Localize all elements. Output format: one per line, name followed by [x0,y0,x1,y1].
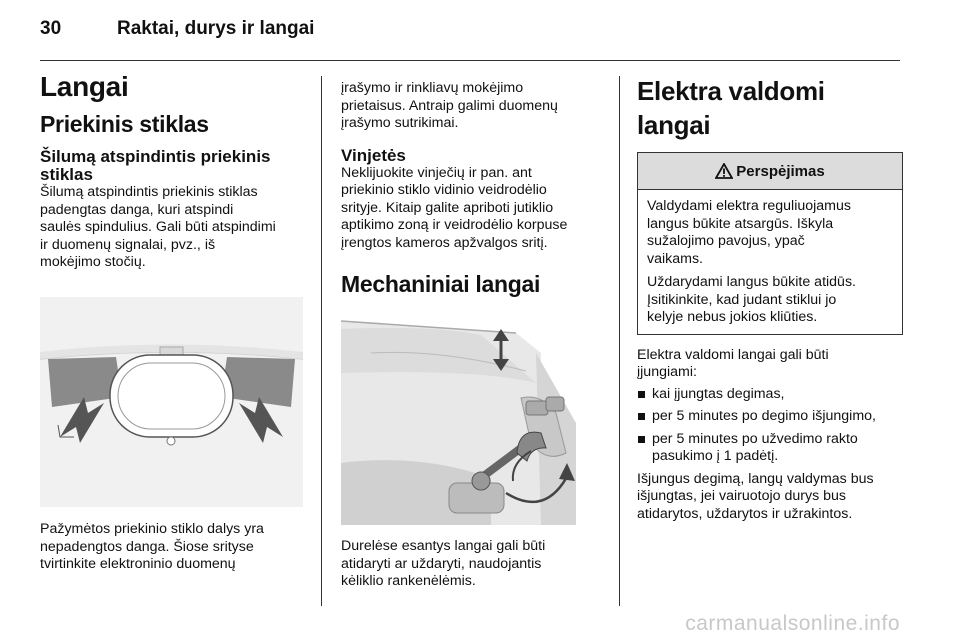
warning-header [638,153,902,190]
list-item: kai įjungtas degimas, [637,386,903,404]
chapter-title: Raktai, durys ir langai [117,18,315,39]
heading-heat-reflecting-windscreen: Šilumą atspindintis priekinis stiklas [40,147,271,184]
paragraph-power-windows-final: Išjungus degimą, langų valdymas bus išjungtas, jei vairuotojo durys bus atidarytos, uždarytos ir užrakintos. [637,470,874,522]
caption-block [40,521,305,574]
column-3 [637,70,903,523]
manual-windows-text [341,538,603,591]
page-number: 30 [40,18,62,39]
paragraph-continued: įrašymo ir rinkliavų mokėjimo prietaisus. Antraip galimi duomenų įrašymo sutrikimai. [341,80,558,131]
warning-box [637,152,903,335]
manual-window-crank-illustration [341,313,601,525]
column-divider-left [321,76,322,606]
warning-paragraph-2: Uždarydami langus būkite atidūs. Įsitikinkite, kad judant stiklui jo kelyje nebus jokios kliūties. [647,274,856,325]
section-title-langai: Langai [40,71,129,102]
activation-conditions-list [637,386,903,466]
heading-manual-windows: Mechaniniai langai [341,271,541,297]
subsection-title-windscreen: Priekinis stiklas [40,111,209,137]
warning-triangle-icon [715,163,733,179]
paragraph-vignettes: Neklijuokite vinječių ir pan. ant priekinio stiklo vidinio veidrodėlio srityje. Kitaip galite apriboti jutiklio aptikimo zoną ir veidrodėlio korpuse įrengtos kameros apžvalgos sritį. [341,164,568,251]
warning-title: Perspėjimas [736,162,825,180]
paragraph-heat-reflecting: Šilumą atspindintis priekinis stiklas padengtas danga, kuri atspindi saulės spindulius. Gali būti atspindimi ir duomenų signalai, pvz., iš mokėjimo stočių. [40,184,276,270]
heading-power-windows: Elektra valdomi langai [637,76,825,140]
paragraph-power-windows-intro: Elektra valdomi langai gali būti įjungiami: [637,346,829,380]
column-divider-right [619,76,620,606]
header-rule [40,60,900,61]
heading-vignettes: Vinjetės [341,145,406,165]
watermark: carmanualsonline.info [685,612,900,635]
figure-caption: Pažymėtos priekinio stiklo dalys yra nepadengtos danga. Šiose srityse tvirtinkite elektroninio duomenų [40,521,264,572]
list-item: per 5 minutes po degimo išjungimo, [637,408,903,426]
paragraph-manual-windows: Durelėse esantys langai gali būti atidaryti ar uždaryti, naudojantis kėliklio rankenėlėmis. [341,538,546,589]
warning-body [638,190,902,334]
column-2 [341,80,603,298]
windscreen-mirror-illustration [40,297,303,507]
column-1 [40,70,305,272]
list-item: per 5 minutes po užvedimo rakto pasukimo į 1 padėtį. [637,431,903,466]
warning-paragraph-1: Valdydami elektra reguliuojamus langus būkite atsargūs. Iškyla sužalojimo pavojus, ypač vaikams. [647,198,851,267]
